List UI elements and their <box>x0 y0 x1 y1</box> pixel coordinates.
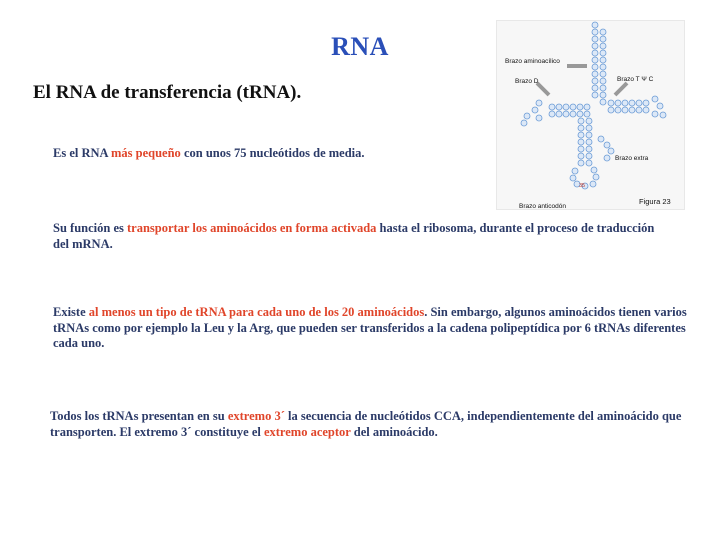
paragraph-cca-end <box>50 409 700 440</box>
nucleotide-dot <box>586 139 592 145</box>
nucleotide-dot <box>592 29 598 35</box>
nucleotide-dot <box>570 111 576 117</box>
nucleotide-dot <box>536 100 542 106</box>
nucleotide-dot <box>577 111 583 117</box>
nucleotide-dot <box>592 36 598 42</box>
body-text: la secuencia de nucleótidos CCA, independientemente del aminoácido que transporten. El extremo 3´ constituye el <box>50 409 682 439</box>
nucleotide-dot <box>600 78 606 84</box>
nucleotide-dot <box>592 43 598 49</box>
label-d-arm: Brazo D <box>515 78 539 85</box>
nucleotide-dot <box>590 181 596 187</box>
nucleotide-dot <box>578 139 584 145</box>
nucleotide-dot <box>586 132 592 138</box>
nucleotide-dot <box>586 153 592 159</box>
nucleotide-dot <box>600 64 606 70</box>
nucleotide-dot <box>593 174 599 180</box>
nucleotide-dot <box>578 118 584 124</box>
nucleotide-dot <box>591 167 597 173</box>
tpsic-arm-arrow <box>615 83 627 95</box>
highlighted-text: al menos un tipo de tRNA para cada uno de los 20 aminoácidos <box>88 305 425 319</box>
highlighted-text: más pequeño <box>111 146 181 160</box>
nucleotide-dot <box>600 36 606 42</box>
highlighted-text: extremo aceptor <box>263 424 351 439</box>
nucleotide-dot <box>549 111 555 117</box>
body-text: Todos los tRNAs presentan en su <box>50 409 228 423</box>
paragraph-types <box>53 305 708 352</box>
nucleotide-dot <box>600 85 606 91</box>
label-extra-arm: Brazo extra <box>615 155 649 162</box>
nucleotide-dot <box>600 99 606 105</box>
nucleotide-dot <box>608 107 614 113</box>
body-text: con unos 75 nucleótidos de media. <box>180 146 365 160</box>
d-arm-arrow <box>537 83 549 95</box>
nucleotide-dot <box>657 103 663 109</box>
nucleotide-dot <box>600 50 606 56</box>
paragraph-size <box>53 146 453 162</box>
nucleotide-dot <box>586 146 592 152</box>
nucleotide-dot <box>584 104 590 110</box>
body-text: Su función es <box>53 221 127 235</box>
nucleotide-dot <box>570 175 576 181</box>
figure-caption: Figura 23 <box>639 197 671 206</box>
nucleotide-dot <box>608 148 614 154</box>
nucleotide-dot <box>636 100 642 106</box>
nucleotide-dot <box>578 146 584 152</box>
nucleotide-dot <box>592 50 598 56</box>
nucleotide-dot <box>570 104 576 110</box>
nucleotide-dot <box>604 155 610 161</box>
nucleotide-dot <box>615 100 621 106</box>
nucleotide-dot <box>643 107 649 113</box>
nucleotide-dot <box>549 104 555 110</box>
nucleotide-dot <box>592 57 598 63</box>
label-anticodon-number: 35 <box>579 183 586 189</box>
nucleotide-dot <box>592 78 598 84</box>
nucleotide-dot <box>592 64 598 70</box>
nucleotide-dot <box>629 107 635 113</box>
nucleotide-dot <box>600 29 606 35</box>
nucleotide-dot <box>636 107 642 113</box>
nucleotide-dot <box>600 71 606 77</box>
nucleotide-dot <box>586 125 592 131</box>
nucleotide-dot <box>592 71 598 77</box>
nucleotide-dot <box>563 104 569 110</box>
nucleotide-dot <box>592 92 598 98</box>
nucleotide-dot <box>622 107 628 113</box>
nucleotide-dot <box>652 96 658 102</box>
nucleotide-dot <box>536 115 542 121</box>
highlighted-text: transportar los aminoácidos en forma activada <box>126 221 377 235</box>
nucleotide-dot <box>600 43 606 49</box>
nucleotide-dot <box>615 107 621 113</box>
nucleotide-dot <box>521 120 527 126</box>
nucleotide-dot <box>652 111 658 117</box>
nucleotide-dot <box>532 107 538 113</box>
nucleotide-dot <box>578 160 584 166</box>
body-text: . Sin embargo, algunos aminoácidos tienen varios tRNAs como por ejemplo la Leu y la Arg, que pueden ser transferidos a la cadena polipeptídica por 6 tRNAs diferentes cada uno. <box>53 305 687 350</box>
nucleotide-dot <box>600 57 606 63</box>
slide-title: RNA <box>331 32 389 61</box>
nucleotide-dot <box>524 113 530 119</box>
nucleotide-dot <box>608 100 614 106</box>
nucleotide-dot <box>629 100 635 106</box>
body-text: Es el RNA <box>53 146 111 160</box>
nucleotide-dot <box>556 104 562 110</box>
nucleotide-dot <box>600 92 606 98</box>
nucleotide-dot <box>586 160 592 166</box>
nucleotide-dot <box>578 132 584 138</box>
nucleotide-dot <box>556 111 562 117</box>
body-text: Existe <box>53 305 89 319</box>
nucleotide-dot <box>563 111 569 117</box>
nucleotide-dot <box>577 104 583 110</box>
nucleotide-dot <box>622 100 628 106</box>
nucleotide-dot <box>604 142 610 148</box>
trna-cloverleaf-diagram <box>497 21 684 209</box>
label-aminoacyl-arm: Brazo aminoacílico <box>505 58 560 65</box>
nucleotide-dot <box>578 125 584 131</box>
nucleotide-dot <box>660 112 666 118</box>
nucleotide-dot <box>586 118 592 124</box>
body-text: del aminoácido. <box>350 424 438 439</box>
highlighted-text: extremo 3´ <box>227 409 285 423</box>
nucleotide-dot <box>598 136 604 142</box>
nucleotide-dot <box>643 100 649 106</box>
trna-figure <box>496 20 685 210</box>
body-text: hasta el ribosoma, durante el proceso de traducción del mRNA. <box>53 221 655 251</box>
nucleotide-dot <box>578 153 584 159</box>
slide-subtitle: El RNA de transferencia (tRNA). <box>33 82 302 103</box>
nucleotide-dot <box>584 111 590 117</box>
nucleotide-dot <box>572 168 578 174</box>
paragraph-function <box>53 221 663 252</box>
nucleotide-dot <box>592 85 598 91</box>
nucleotide-dot <box>592 22 598 28</box>
label-anticodon-arm: Brazo anticodón <box>519 203 566 209</box>
label-tpsic-arm: Brazo T Ψ C <box>617 76 654 83</box>
